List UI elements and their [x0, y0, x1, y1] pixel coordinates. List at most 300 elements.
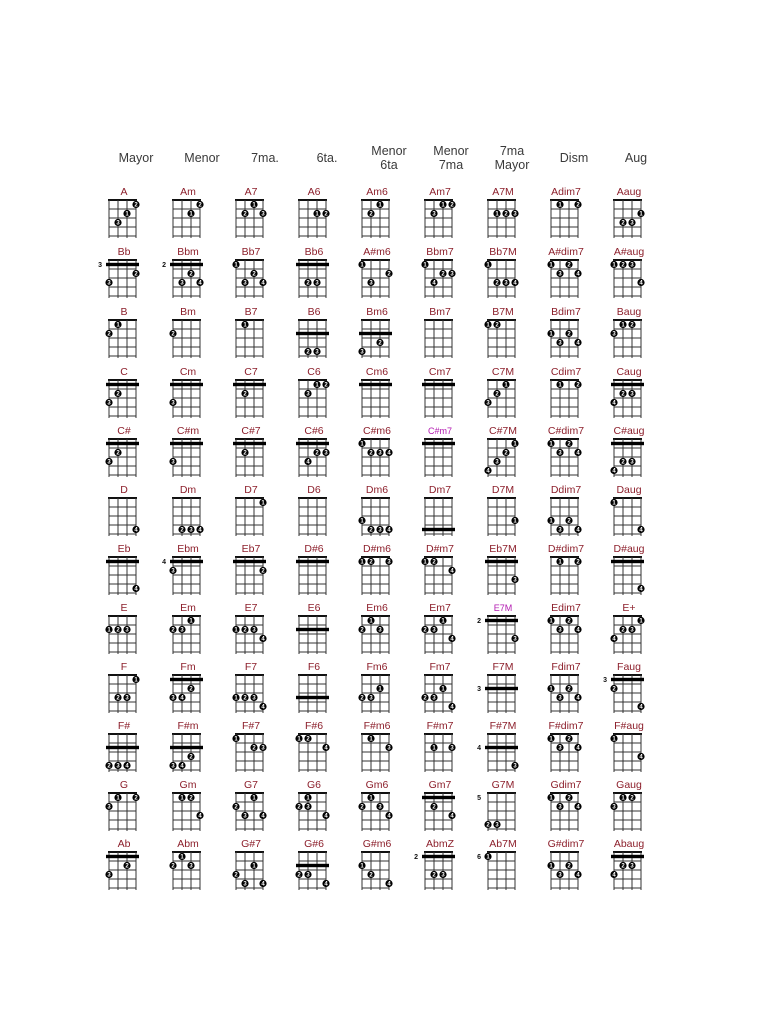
chord-cell: [292, 425, 354, 487]
chord-cell: [292, 186, 354, 248]
chord-name: Fm: [180, 661, 196, 673]
chord-cell: [607, 186, 669, 248]
chord-cell: [418, 779, 480, 841]
chord-diagram: [162, 246, 222, 308]
chord-name: A#m6: [363, 246, 391, 258]
barre-bar: [422, 855, 455, 858]
finger-number: 1: [549, 518, 553, 525]
column-header: [354, 144, 424, 172]
chord-name: G7: [243, 779, 258, 791]
finger-number: 3: [107, 400, 111, 407]
finger-number: 2: [243, 450, 247, 457]
chord-name: Bb7M: [489, 246, 517, 258]
finger-number: 1: [549, 863, 553, 870]
finger-number: 1: [549, 686, 553, 693]
barre-bar: [106, 383, 139, 386]
chord-diagram: [414, 838, 474, 900]
finger-number: 1: [234, 695, 238, 702]
finger-number: 1: [378, 202, 382, 209]
finger-number: 2: [252, 271, 256, 278]
finger-number: 2: [116, 450, 120, 457]
column-header: [230, 151, 300, 165]
chord-diagram: [355, 246, 411, 308]
barre-bar: [485, 560, 518, 563]
finger-number: 2: [630, 795, 634, 802]
chord-diagram: [544, 720, 600, 782]
chord-name: F6: [307, 661, 321, 673]
chord-diagram: [418, 484, 474, 546]
barre-bar: [106, 855, 139, 858]
barre-bar: [485, 619, 518, 622]
chord-diagram: [481, 543, 537, 605]
finger-number: 3: [369, 695, 373, 702]
finger-number: 3: [107, 804, 111, 811]
barre-bar: [611, 442, 644, 445]
chord-name: C7: [244, 366, 258, 378]
finger-number: 1: [621, 795, 625, 802]
chord-name: Bb7: [241, 246, 261, 258]
chord-name: Em: [180, 602, 196, 614]
chord-diagram: [607, 366, 663, 428]
finger-number: 2: [576, 382, 580, 389]
finger-number: 2: [441, 271, 445, 278]
chord-diagram: [355, 720, 411, 782]
finger-number: 1: [369, 618, 373, 625]
chord-cell: [355, 246, 417, 308]
chord-cell: [292, 366, 354, 428]
chord-diagram: [229, 425, 285, 487]
chord-name: C6: [307, 366, 321, 378]
finger-number: 3: [369, 280, 373, 287]
chord-cell: [229, 425, 291, 487]
chord-diagram: [162, 543, 222, 605]
finger-number: 3: [180, 280, 184, 287]
chord-diagram: [481, 306, 537, 368]
barre-bar: [170, 383, 203, 386]
column-header-line: Menor: [371, 144, 407, 158]
chord-cell: [544, 602, 606, 664]
chord-name: A6: [307, 186, 321, 198]
chord-diagram: [292, 306, 348, 368]
chord-cell: [102, 484, 164, 546]
finger-number: 1: [378, 686, 382, 693]
chord-cell: [166, 366, 228, 428]
chord-name: Dm: [179, 484, 197, 496]
chord-name: C#dim7: [547, 425, 585, 437]
chord-name: Gaug: [616, 779, 642, 791]
finger-number: 3: [630, 391, 634, 398]
chord-diagram: [607, 484, 663, 546]
chord-cell: [166, 186, 228, 248]
chord-cell: [355, 779, 417, 841]
chord-diagram: [477, 779, 537, 841]
finger-number: 3: [558, 340, 562, 347]
chord-cell: [355, 720, 417, 782]
chord-name: Gm: [179, 779, 197, 791]
barre-bar: [170, 746, 203, 749]
chord-diagram: [292, 543, 348, 605]
chord-name: E7M: [493, 603, 513, 613]
finger-number: 2: [621, 220, 625, 227]
finger-number: 2: [360, 804, 364, 811]
chord-diagram: [166, 425, 222, 487]
finger-number: 1: [306, 795, 310, 802]
finger-number: 3: [171, 400, 175, 407]
chord-diagram: [166, 186, 222, 248]
chord-diagram: [102, 543, 158, 605]
finger-number: 2: [243, 627, 247, 634]
finger-number: 3: [116, 220, 120, 227]
finger-number: 4: [576, 627, 580, 634]
chord-cell: [102, 602, 164, 664]
chord-name: Bm6: [366, 306, 388, 318]
finger-number: 1: [513, 441, 517, 448]
finger-number: 3: [378, 450, 382, 457]
chord-cell: [481, 484, 543, 546]
chord-cell: [544, 246, 606, 308]
finger-number: 4: [387, 450, 391, 457]
finger-number: 1: [234, 627, 238, 634]
finger-number: 1: [116, 322, 120, 329]
chord-diagram: [607, 543, 663, 605]
finger-number: 3: [432, 695, 436, 702]
chord-diagram: [355, 306, 411, 368]
chord-diagram: [355, 484, 411, 546]
finger-number: 2: [107, 331, 111, 338]
finger-number: 4: [450, 813, 454, 820]
barre-bar: [296, 332, 329, 335]
finger-number: 3: [387, 745, 391, 752]
finger-number: 2: [567, 863, 571, 870]
finger-number: 2: [306, 736, 310, 743]
finger-number: 2: [621, 459, 625, 466]
chord-cell: [544, 661, 606, 723]
chord-diagram: [481, 366, 537, 428]
finger-number: 3: [125, 627, 129, 634]
chord-diagram: [418, 720, 474, 782]
finger-number: 3: [107, 459, 111, 466]
chord-diagram: [292, 779, 348, 841]
chord-name: F#7M: [489, 720, 517, 732]
chord-name: E6: [307, 602, 321, 614]
finger-number: 1: [558, 382, 562, 389]
finger-number: 1: [549, 331, 553, 338]
chord-cell: [355, 543, 417, 605]
chord-cell: [229, 484, 291, 546]
finger-number: 4: [576, 340, 580, 347]
chord-name: G7M: [491, 779, 515, 791]
fret-number: 3: [98, 262, 102, 269]
chord-cell: [292, 246, 354, 308]
chord-name: D#m7: [425, 543, 454, 555]
chord-cell: [355, 838, 417, 900]
column-header-line: Mayor: [118, 151, 154, 165]
finger-number: 2: [360, 627, 364, 634]
barre-bar: [233, 442, 266, 445]
finger-number: 2: [387, 271, 391, 278]
finger-number: 1: [423, 559, 427, 566]
chord-name: E7: [244, 602, 258, 614]
finger-number: 3: [171, 459, 175, 466]
chord-diagram: [102, 661, 158, 723]
finger-number: 4: [576, 745, 580, 752]
finger-number: 2: [171, 863, 175, 870]
chord-name: Aaug: [616, 186, 642, 198]
finger-number: 1: [441, 618, 445, 625]
chord-cell: [481, 425, 543, 487]
chord-diagram: [477, 602, 537, 664]
finger-number: 4: [324, 813, 328, 820]
finger-number: 2: [369, 559, 373, 566]
chord-name: Fm6: [366, 661, 388, 673]
barre-bar: [296, 560, 329, 563]
finger-number: 2: [630, 322, 634, 329]
chord-name: Em6: [366, 602, 388, 614]
barre-bar: [359, 332, 392, 335]
chord-diagram: [229, 602, 285, 664]
barre-bar: [296, 628, 329, 631]
chord-diagram: [355, 186, 411, 248]
barre-bar: [106, 560, 139, 563]
chord-diagram: [166, 661, 222, 723]
finger-number: 4: [450, 636, 454, 643]
finger-number: 2: [432, 559, 436, 566]
chord-name: Adim7: [551, 186, 581, 198]
column-header: [601, 151, 671, 165]
chord-diagram: [607, 779, 663, 841]
chord-cell: [414, 838, 480, 900]
chord-name: F#7: [241, 720, 261, 732]
chord-name: Daug: [616, 484, 642, 496]
chord-cell: [544, 779, 606, 841]
finger-number: 4: [261, 704, 265, 711]
finger-number: 4: [450, 568, 454, 575]
chord-name: Dm6: [365, 484, 389, 496]
finger-number: 3: [252, 627, 256, 634]
chord-cell: [607, 602, 669, 664]
barre-bar: [233, 383, 266, 386]
chord-diagram: [102, 366, 158, 428]
finger-number: 2: [450, 202, 454, 209]
finger-number: 2: [324, 382, 328, 389]
finger-number: 2: [567, 686, 571, 693]
finger-number: 1: [486, 322, 490, 329]
barre-bar: [296, 696, 329, 699]
chord-diagram: [544, 661, 600, 723]
barre-bar: [359, 383, 392, 386]
chord-cell: [229, 366, 291, 428]
column-header: [167, 151, 237, 165]
chord-cell: [355, 306, 417, 368]
finger-number: 4: [261, 280, 265, 287]
column-header: [539, 151, 609, 165]
chord-name: Gm6: [365, 779, 389, 791]
finger-number: 4: [432, 280, 436, 287]
finger-number: 1: [243, 322, 247, 329]
finger-number: 2: [134, 271, 138, 278]
chord-diagram: [166, 484, 222, 546]
chord-name: C7M: [491, 366, 515, 378]
finger-number: 3: [315, 349, 319, 356]
finger-number: 3: [360, 349, 364, 356]
finger-number: 2: [171, 331, 175, 338]
chord-diagram: [544, 484, 600, 546]
chord-name: Dm7: [428, 484, 452, 496]
finger-number: 4: [450, 704, 454, 711]
finger-number: 2: [261, 568, 265, 575]
chord-cell: [418, 246, 480, 308]
chord-cell: [607, 246, 669, 308]
chord-cell: [355, 484, 417, 546]
finger-number: 3: [495, 459, 499, 466]
finger-number: 3: [612, 804, 616, 811]
chord-name: A7M: [492, 186, 514, 198]
finger-number: 2: [432, 804, 436, 811]
finger-number: 2: [189, 754, 193, 761]
chord-name: F#dim7: [548, 720, 584, 732]
finger-number: 4: [198, 280, 202, 287]
finger-number: 1: [612, 736, 616, 743]
finger-number: 1: [252, 795, 256, 802]
finger-number: 1: [486, 262, 490, 269]
chord-cell: [607, 366, 669, 428]
finger-number: 4: [612, 468, 616, 475]
finger-number: 2: [306, 280, 310, 287]
finger-number: 1: [134, 677, 138, 684]
chord-name: Bdim7: [551, 306, 581, 318]
barre-bar: [170, 678, 203, 681]
finger-number: 3: [513, 636, 517, 643]
finger-number: 2: [360, 695, 364, 702]
finger-number: 1: [639, 211, 643, 218]
finger-number: 3: [171, 763, 175, 770]
chord-name: C#7M: [488, 425, 517, 437]
chord-name: C#6: [304, 425, 324, 437]
chord-diagram: [229, 186, 285, 248]
chord-cell: [607, 838, 669, 900]
chord-diagram: [102, 779, 158, 841]
chord-diagram: [292, 838, 348, 900]
chord-cell: [607, 543, 669, 605]
finger-number: 2: [125, 863, 129, 870]
chord-name: F#aug: [614, 720, 644, 732]
chord-diagram: [481, 246, 537, 308]
finger-number: 2: [369, 211, 373, 218]
finger-number: 3: [125, 695, 129, 702]
chord-diagram: [355, 661, 411, 723]
chord-cell: [229, 186, 291, 248]
finger-number: 1: [486, 854, 490, 861]
finger-number: 1: [612, 262, 616, 269]
finger-number: 1: [234, 262, 238, 269]
column-header: [416, 144, 486, 172]
chord-diagram: [292, 425, 348, 487]
chord-diagram: [292, 602, 348, 664]
finger-number: 2: [116, 627, 120, 634]
finger-number: 1: [558, 202, 562, 209]
chord-diagram: [229, 246, 285, 308]
finger-number: 3: [324, 450, 328, 457]
finger-number: 2: [504, 211, 508, 218]
chord-diagram: [292, 366, 348, 428]
finger-number: 1: [189, 618, 193, 625]
chord-cell: [166, 779, 228, 841]
chord-cell: [355, 661, 417, 723]
chord-cell: [607, 306, 669, 368]
chord-diagram: [418, 366, 474, 428]
finger-number: 4: [486, 468, 490, 475]
chord-name: G6: [306, 779, 321, 791]
chord-name: D#dim7: [547, 543, 585, 555]
finger-number: 4: [125, 763, 129, 770]
finger-number: 3: [116, 763, 120, 770]
column-header-line: Dism: [559, 151, 589, 165]
finger-number: 3: [612, 331, 616, 338]
chord-name: C: [120, 366, 128, 378]
chord-cell: [477, 779, 543, 841]
chord-diagram: [102, 720, 158, 782]
chord-name: G#m6: [362, 838, 392, 850]
finger-number: 4: [134, 527, 138, 534]
chord-cell: [166, 425, 228, 487]
chord-cell: [102, 425, 164, 487]
finger-number: 1: [315, 211, 319, 218]
chord-cell: [481, 186, 543, 248]
chord-diagram: [544, 543, 600, 605]
chord-cell: [229, 779, 291, 841]
chord-cell: [229, 246, 291, 308]
chord-cell: [355, 186, 417, 248]
chord-cell: [477, 720, 543, 782]
chord-cell: [544, 484, 606, 546]
chord-name: Cm7: [428, 366, 452, 378]
finger-number: 3: [558, 627, 562, 634]
chord-cell: [477, 602, 543, 664]
chord-cell: [102, 779, 164, 841]
chord-diagram: [229, 306, 285, 368]
chord-cell: [229, 543, 291, 605]
finger-number: 2: [432, 872, 436, 879]
finger-number: 3: [378, 627, 382, 634]
chord-diagram: [229, 720, 285, 782]
chord-name: Abaug: [613, 838, 645, 850]
column-header-line: Mayor: [494, 158, 530, 172]
chord-diagram: [292, 246, 348, 308]
chord-diagram: [292, 484, 348, 546]
finger-number: 2: [621, 863, 625, 870]
fret-number: 3: [477, 686, 481, 693]
chord-diagram: [418, 779, 474, 841]
chord-diagram: [102, 186, 158, 248]
chord-diagram: [102, 838, 158, 900]
chord-name: Edim7: [551, 602, 581, 614]
finger-number: 3: [432, 627, 436, 634]
barre-bar: [611, 383, 644, 386]
finger-number: 3: [171, 568, 175, 575]
chord-name: C#m6: [362, 425, 391, 437]
finger-number: 1: [369, 795, 373, 802]
finger-number: 2: [171, 627, 175, 634]
finger-number: 3: [495, 822, 499, 829]
chord-diagram: [481, 186, 537, 248]
barre-bar: [422, 528, 455, 531]
column-header: [101, 151, 171, 165]
chord-diagram: [544, 779, 600, 841]
chord-cell: [102, 720, 164, 782]
barre-bar: [485, 746, 518, 749]
column-header-line: 6ta: [380, 158, 398, 172]
finger-number: 1: [252, 863, 256, 870]
